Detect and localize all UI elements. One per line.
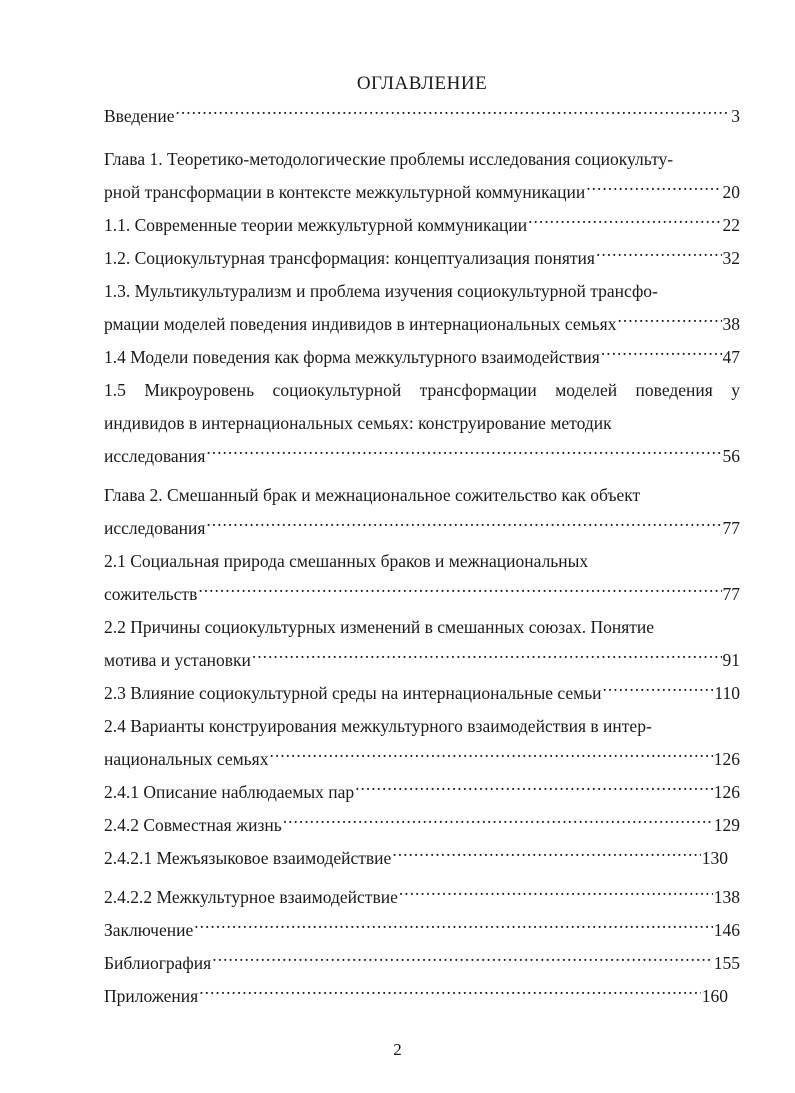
toc-entry-2-4-2-1	[104, 842, 728, 875]
toc-entry-label: рной трансформации в контексте межкультурной коммуникации	[104, 182, 586, 202]
toc-entry-introduction	[104, 100, 740, 133]
toc-entry-page: 160	[701, 986, 728, 1006]
toc-entry-label: Приложения	[104, 986, 199, 1006]
toc-entry-bibliography	[104, 947, 740, 980]
toc-entry-page: 56	[722, 446, 740, 466]
toc-entry-lead: 1.3. Мультикультурализм и проблема изучения социокультурной трансфо-	[104, 281, 658, 301]
toc-entry-page: 110	[714, 683, 740, 703]
toc-entry-page: 20	[722, 182, 740, 202]
toc-entry-page: 38	[722, 314, 740, 334]
toc-entry-label: 2.3 Влияние социокультурной среды на интернациональные семьи	[104, 683, 602, 703]
toc-entry-1-5	[104, 374, 740, 473]
toc-entry-label: Заключение	[104, 920, 194, 940]
dot-leader	[212, 952, 713, 970]
toc-entry-2-1	[104, 545, 740, 611]
page-number: 2	[393, 1040, 402, 1059]
toc-entry-page: 47	[722, 347, 740, 367]
toc-entry-chapter-2	[104, 479, 740, 545]
toc-entry-lead: 1.5 Микроуровень социокультурной трансформации моделей поведения у индивидов в интернациональных семьях: конструирование методик	[104, 380, 740, 433]
dot-leader	[269, 748, 712, 766]
toc-entry-page: 146	[713, 920, 740, 940]
toc-entry-label: 1.2. Социокультурная трансформация: концептуализация понятия	[104, 248, 595, 268]
toc-entry-label: исследования	[104, 446, 206, 466]
toc-entry-label: 2.4.2 Совместная жизнь	[104, 815, 282, 835]
dot-leader	[603, 682, 714, 700]
dot-leader	[586, 181, 721, 199]
toc-entry-page: 22	[722, 215, 740, 235]
table-of-contents	[104, 72, 740, 1013]
toc-entry-page: 155	[713, 953, 740, 973]
toc-entry-page: 126	[713, 782, 740, 802]
toc-entry-label: 2.4.2.2 Межкультурное взаимодействие	[104, 887, 398, 907]
toc-entry-2-4-2-2	[104, 881, 740, 914]
toc-entry-label: 1.1. Современные теории межкультурной коммуникации	[104, 215, 528, 235]
toc-entry-page: 91	[722, 650, 740, 670]
toc-entry-label: мотива и установки	[104, 650, 251, 670]
toc-entry-label: сожительств	[104, 584, 198, 604]
dot-leader	[601, 346, 722, 364]
toc-entry-conclusion	[104, 914, 740, 947]
toc-entry-page: 77	[722, 518, 740, 538]
toc-entry-page: 3	[731, 106, 740, 126]
dot-leader	[252, 649, 722, 667]
toc-entry-label: Введение	[104, 106, 175, 126]
toc-entry-2-4-2	[104, 809, 740, 842]
toc-entry-lead: 2.1 Социальная природа смешанных браков и межнациональных	[104, 551, 589, 571]
toc-entry-label: исследования	[104, 518, 206, 538]
toc-entry-page: 77	[722, 584, 740, 604]
toc-entry-lead: 2.4 Варианты конструирования межкультурного взаимодействия в интер-	[104, 716, 652, 736]
dot-leader	[283, 814, 713, 832]
dot-leader	[355, 781, 713, 799]
toc-entry-label: Библиография	[104, 953, 212, 973]
toc-entry-2-2	[104, 611, 740, 677]
dot-leader	[596, 247, 722, 265]
toc-entry-2-3	[104, 677, 740, 710]
dot-leader	[198, 583, 721, 601]
toc-entry-page: 129	[713, 815, 740, 835]
toc-entry-1-1	[104, 209, 740, 242]
toc-entry-label: 2.4.1 Описание наблюдаемых пар	[104, 782, 355, 802]
toc-entry-2-4-1	[104, 776, 740, 809]
toc-entry-2-4	[104, 710, 740, 776]
dot-leader	[528, 214, 721, 232]
dot-leader	[206, 445, 721, 463]
toc-entry-label: национальных семьях	[104, 749, 269, 769]
dot-leader	[392, 847, 700, 865]
dot-leader	[199, 985, 701, 1003]
dot-leader	[206, 517, 721, 535]
toc-entry-1-4	[104, 341, 740, 374]
dot-leader	[399, 886, 713, 904]
toc-entry-appendices	[104, 980, 728, 1013]
toc-entry-page: 32	[722, 248, 740, 268]
dot-leader	[617, 313, 721, 331]
toc-entry-1-3	[104, 275, 740, 341]
toc-entry-label: 2.4.2.1 Межъязыковое взаимодействие	[104, 848, 392, 868]
toc-title: ОГЛАВЛЕНИЕ	[356, 73, 488, 94]
toc-entry-chapter-1	[104, 143, 740, 209]
dot-leader	[194, 919, 713, 937]
toc-entry-page: 130	[701, 848, 728, 868]
toc-entry-page: 138	[713, 887, 740, 907]
toc-entry-lead: 2.2 Причины социокультурных изменений в смешанных союзах. Понятие	[104, 617, 655, 637]
dot-leader	[176, 105, 731, 123]
toc-entry-lead: Глава 2. Смешанный брак и межнациональное сожительство как объект	[104, 485, 641, 505]
toc-entry-label: 1.4 Модели поведения как форма межкультурного взаимодействия	[104, 347, 600, 367]
toc-entry-page: 126	[713, 749, 740, 769]
toc-entry-lead: Глава 1. Теоретико-методологические проблемы исследования социокульту-	[104, 149, 674, 169]
toc-entry-label: рмации моделей поведения индивидов в интернациональных семьях	[104, 314, 617, 334]
toc-entry-1-2	[104, 242, 740, 275]
